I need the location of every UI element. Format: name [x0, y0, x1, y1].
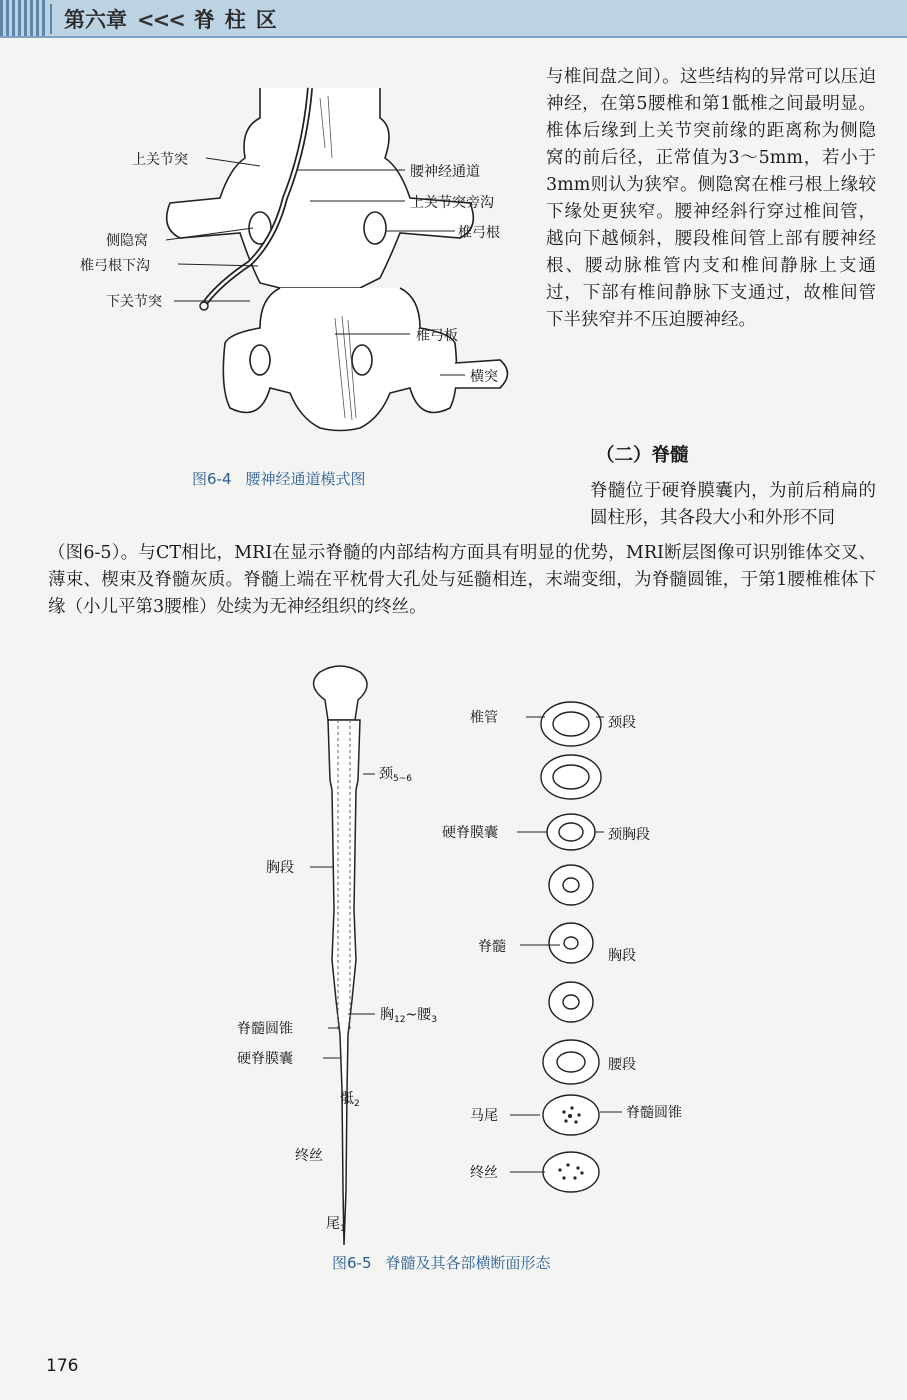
chapter-header [0, 0, 907, 38]
label-thoracic-seg: 胸段 [608, 948, 636, 964]
page-number: 176 [46, 1356, 79, 1376]
section-label: 脊柱区 [193, 8, 287, 32]
label-dural-sac: 硬脊膜囊 [237, 1051, 293, 1067]
figure-6-4 [80, 88, 530, 458]
chapter-label: 第六章 [64, 8, 127, 32]
label-inferior-articular: 下关节突 [106, 294, 162, 310]
label-transverse: 横突 [470, 369, 498, 385]
label-cauda: 马尾 [470, 1108, 498, 1124]
label-filum-right: 终丝 [470, 1165, 498, 1181]
label-lumbar-seg: 腰段 [608, 1057, 636, 1073]
label-coccyx: 尾$_1$ [326, 1216, 346, 1234]
lumbar-vertebrae-diagram [80, 88, 530, 458]
label-lamina: 椎弓板 [416, 328, 458, 344]
label-conus-right: 脊髓圆锥 [626, 1105, 682, 1121]
label-canal: 椎管 [470, 710, 498, 726]
paragraph-2-start: 脊髓位于硬脊膜囊内，为前后稍扁的圆柱形，其各段大小和外形不同 [590, 481, 876, 528]
label-thoracolumbar: 胸$_{12}$~腰$_3$ [380, 1007, 437, 1025]
label-nerve-channel: 腰神经通道 [410, 164, 480, 180]
figure-6-4-number: 图6-4 [192, 470, 232, 488]
figure-6-5 [180, 660, 720, 1245]
label-cervical-level: 颈$_{5\sim 6}$ [379, 766, 412, 784]
header-divider [50, 4, 52, 34]
label-cervicothoracic: 颈胸段 [608, 827, 650, 843]
upper-vertebra [167, 88, 474, 288]
paragraph-spinal-cord [48, 540, 876, 621]
subsection-title: （二）脊髓 [596, 445, 689, 466]
figure-6-5-number: 图6-5 [332, 1254, 372, 1272]
figure-6-4-caption [192, 468, 366, 489]
header-title [64, 4, 287, 34]
pedicle-lower-right [352, 345, 372, 375]
spinal-cord-diagram [180, 660, 720, 1245]
label-sacral: 骶$_2$ [340, 1091, 360, 1109]
figure-6-4-title: 腰神经通道模式图 [245, 470, 366, 488]
header-separator: <<< [137, 8, 184, 32]
label-conus: 脊髓圆锥 [237, 1021, 293, 1037]
figure-6-5-caption [332, 1252, 551, 1273]
cross-sections [541, 702, 601, 1192]
figure-6-5-title: 脊髓及其各部横断面形态 [385, 1254, 551, 1272]
label-superior-articular: 上关节突 [132, 152, 188, 168]
label-cervical-seg: 颈段 [608, 715, 636, 731]
paragraph-spinal-cord-start [590, 478, 876, 532]
label-lateral-recess: 侧隐窝 [106, 233, 148, 249]
paragraph-lumbar-channel [546, 64, 876, 334]
nerve-end [200, 302, 208, 310]
pedicle-right [364, 212, 386, 244]
cord-outline [328, 720, 360, 1245]
label-cord: 脊髓 [478, 939, 506, 955]
label-pedicle: 椎弓根 [458, 225, 500, 241]
header-stripes [0, 0, 48, 36]
label-inferior-pedicle-groove: 椎弓根下沟 [80, 258, 150, 274]
section-filum [543, 1152, 599, 1192]
brainstem-top [314, 666, 367, 720]
label-thoracic: 胸段 [266, 860, 294, 876]
label-groove: 上关节突旁沟 [410, 195, 494, 211]
label-filum: 终丝 [295, 1148, 323, 1164]
label-dura: 硬脊膜囊 [442, 825, 498, 841]
paragraph-1: 与椎间盘之间）。这些结构的异常可以压迫神经，在第5腰椎和第1骶椎之间最明显。椎体后缘到上关节突前缘的距离称为侧隐窝的前后径，正常值为3～5mm，若小于3mm则认为狭窄。侧隐窝在椎弓根上缘较下缘处更狭窄。腰神经斜行穿过椎间管，越向下越倾斜，腰段椎间管上部有腰神经根、腰动脉椎管内支和椎间静脉上支通过，下部有椎间静脉下支通过，故椎间管下半狭窄并不压迫腰神经。 [546, 67, 876, 330]
pedicle-lower-left [250, 345, 270, 375]
paragraph-2-rest: （图6-5）。与CT相比，MRI在显示脊髓的内部结构方面具有明显的优势，MRI断层图像可识别锥体交叉、薄束、楔束及脊髓灰质。脊髓上端在平枕骨大孔处与延髓相连，末端变细，为脊髓圆锥，于第1腰椎椎体下缘（小儿平第3腰椎）处续为无神经组织的终丝。 [48, 543, 876, 617]
